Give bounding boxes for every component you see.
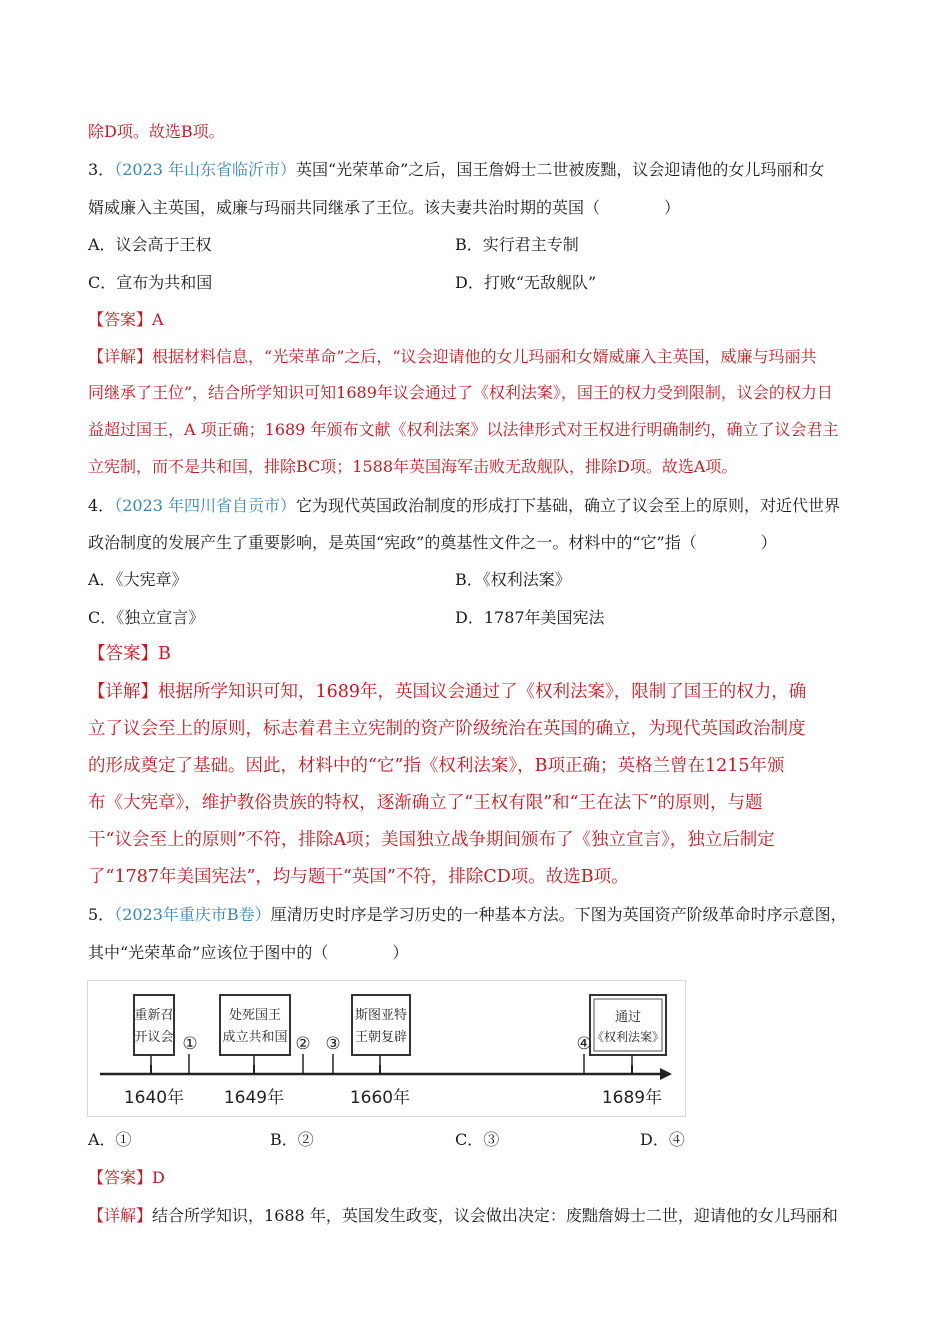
q4-detail-line3: 的形成奠定了基础。因此，材料中的“它”指《权利法案》，B项正确；英格兰曾在1215年颁 <box>88 756 785 776</box>
q3-detail-tag: 【详解】 <box>88 347 153 366</box>
q3-text1: 英国“光荣革命”之后，国王詹姆士二世被废黜，议会迎请他的女儿玛丽和女 <box>296 160 825 179</box>
event-1640-line1: 重新召 <box>134 1008 174 1023</box>
q3-detail-line1 <box>88 347 817 367</box>
q4-detail-tag: 【详解】 <box>88 682 158 702</box>
q5-detail-tag: 【详解】 <box>88 1206 153 1225</box>
q3-stem-line1 <box>88 160 824 180</box>
event-1660-line1: 斯图亚特 <box>354 1008 408 1023</box>
event-1689-line2: 《权利法案》 <box>591 1030 665 1044</box>
event-1649-line2: 成立共和国 <box>222 1030 288 1045</box>
q4-detail-line5: 干“议会至上的原则”不符，排除A项；美国独立战争期间颁布了《独立宣言》，独立后制定 <box>88 830 775 850</box>
q5-detail-line1 <box>88 1206 838 1226</box>
timeline-diagram <box>87 980 686 1117</box>
q3-option-c: C．宣布为共和国 <box>88 273 213 292</box>
q3-detail-line3: 益超过国王，A 项正确；1689 年颁布文献《权利法案》以法律形式对王权进行明确制约，确立了议会君主 <box>88 420 839 439</box>
event-1660-line2: 王朝复辟 <box>354 1030 408 1045</box>
svg-text:③: ③ <box>325 1034 341 1054</box>
q5-source: （2023年重庆市B卷） <box>114 905 271 924</box>
marker-3 <box>325 1034 340 1074</box>
year-1640: 1640年 <box>123 1088 185 1108</box>
q5-text1: 厘清历史时序是学习历史的一种基本方法。下图为英国资产阶级革命时序示意图， <box>270 905 847 924</box>
svg-text:①: ① <box>182 1034 198 1054</box>
event-1649-line1: 处死国王 <box>228 1008 282 1023</box>
axis-arrow-icon <box>660 1068 672 1080</box>
q3-option-d: D．打败“无敌舰队” <box>455 273 597 292</box>
q5-stem-line2: 其中“光荣革命”应该位于图中的（ ） <box>88 943 409 962</box>
prev-answer-tail: 除D项。故选B项。 <box>88 122 225 141</box>
q5-stem-line1 <box>88 905 847 925</box>
q4-detail-line4: 布《大宪章》，维护教俗贵族的特权，逐渐确立了“王权有限”和“王在法下”的原则，与题 <box>88 793 763 813</box>
q4-stem-line2: 政治制度的发展产生了重要影响，是英国“宪政”的奠基性文件之一。材料中的“它”指（ ） <box>88 533 777 552</box>
q5-option-d: D．④ <box>640 1130 685 1149</box>
event-1640-line2: 开议会 <box>134 1030 174 1045</box>
q3-detail-text: 根据材料信息，“光荣革命”之后，“议会迎请他的女儿玛丽和女婿威廉入主英国，威廉与玛丽共 <box>152 347 817 366</box>
event-box-1649 <box>220 995 290 1065</box>
q3-detail-line4: 立宪制，而不是共和国，排除BC项；1588年英国海军击败无敌舰队，排除D项。故选A项。 <box>88 457 738 476</box>
q5-detail-text: 结合所学知识，1688 年，英国发生政变，议会做出决定：废黜詹姆士二世，迎请他的女儿玛丽和 <box>152 1206 838 1225</box>
year-1660: 1660年 <box>349 1088 411 1108</box>
q3-option-b: B．实行君主专制 <box>455 235 579 254</box>
marker-2 <box>295 1034 310 1074</box>
q4-source: （2023 年四川省自贡市） <box>114 496 296 515</box>
svg-text:②: ② <box>295 1034 311 1054</box>
q3-detail-line2: 同继承了王位”，结合所学知识可知1689年议会通过了《权利法案》，国王的权力受到限制，议会的权力日 <box>88 383 833 402</box>
year-1689: 1689年 <box>601 1088 663 1108</box>
q4-stem-line1 <box>88 496 840 516</box>
q4-detail-line1 <box>88 682 806 702</box>
q3-option-a: A．议会高于王权 <box>88 235 212 254</box>
event-box-1640 <box>134 995 174 1065</box>
marker-1 <box>182 1034 197 1074</box>
q4-number: 4． <box>88 496 115 515</box>
q4-detail-line6: 了“1787年美国宪法”，均与题干“英国”不符，排除CD项。故选B项。 <box>88 867 629 887</box>
q4-option-c: C．《独立宣言》 <box>88 608 205 627</box>
q5-option-b: B．② <box>270 1130 314 1149</box>
q4-detail-text: 根据所学知识可知，1689年，英国议会通过了《权利法案》，限制了国王的权力，确 <box>158 682 807 702</box>
event-box-1689 <box>590 995 666 1065</box>
q3-number: 3． <box>88 160 115 179</box>
q5-option-c: C．③ <box>455 1130 500 1149</box>
event-box-1660 <box>352 995 410 1065</box>
q4-text1: 它为现代英国政治制度的形成打下基础，确立了议会至上的原则，对近代世界 <box>296 496 841 515</box>
q4-detail-line2: 立了议会至上的原则，标志着君主立宪制的资产阶级统治在英国的确立，为现代英国政治制度 <box>88 719 806 739</box>
year-1649: 1649年 <box>223 1088 285 1108</box>
svg-text:④: ④ <box>576 1034 592 1054</box>
q5-answer: 【答案】D <box>88 1168 165 1187</box>
q4-option-a: A．《大宪章》 <box>88 570 188 589</box>
q3-stem-line2: 婿威廉入主英国，威廉与玛丽共同继承了王位。该夫妻共治时期的英国（ ） <box>88 198 681 217</box>
q4-option-b: B．《权利法案》 <box>455 570 571 589</box>
event-1689-line1: 通过 <box>614 1010 642 1025</box>
q3-source: （2023 年山东省临沂市） <box>114 160 296 179</box>
q3-answer: 【答案】A <box>88 310 164 329</box>
q5-option-a: A．① <box>88 1130 132 1149</box>
q4-option-d: D．1787年美国宪法 <box>455 608 605 627</box>
q4-answer: 【答案】B <box>88 644 171 664</box>
q5-number: 5． <box>88 905 115 924</box>
